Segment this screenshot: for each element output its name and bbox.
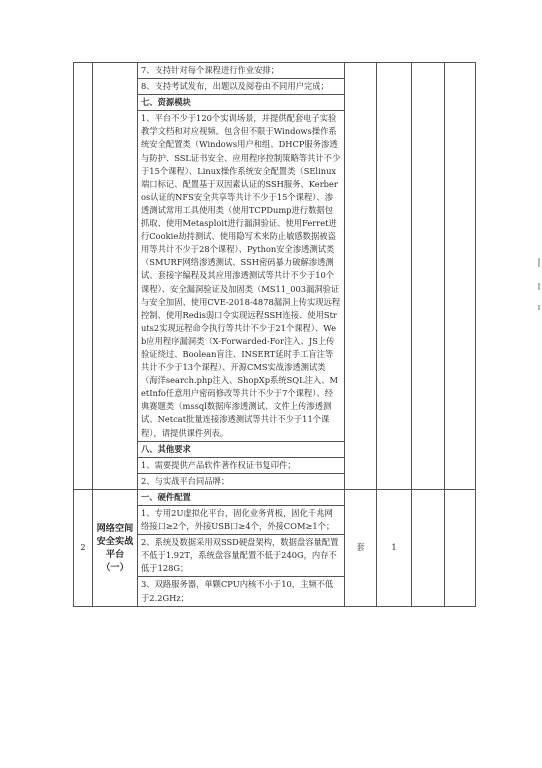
- spec-line: 2、系统及数据采用双SSD硬盘架构，数据盘容量配置不低于1.92T，系统盘容量配置不低于240G，内存不低于128G；: [138, 535, 345, 577]
- spec-line: 7、支持针对每个课程进行作业安排；: [138, 63, 345, 79]
- section-heading: 七、资源模块: [138, 95, 345, 111]
- spec-line: 1、需要提供产品软件著作权证书复印件；: [138, 457, 345, 473]
- spec-line: 8、支持考试发布，出题以及阅卷由不同用户完成；: [138, 79, 345, 95]
- section-heading: 八、其他要求: [138, 441, 345, 457]
- spec-line: 1、专用2U虚拟化平台，固化业务背板，固化千兆网络接口≥2个，外接USB口≥4个，外接COM≥1个；: [138, 506, 345, 535]
- table-row: [74, 63, 476, 79]
- stamp-edge-mark: [538, 258, 540, 267]
- item-quantity: 1: [377, 489, 412, 606]
- name-cell: [93, 63, 138, 490]
- table-row: [74, 489, 476, 505]
- spec-table: [73, 62, 476, 607]
- item-index: 2: [74, 489, 93, 606]
- empty-cell: [445, 489, 476, 606]
- section-heading: 一、硬件配置: [138, 489, 345, 505]
- stamp-edge-mark: [538, 305, 540, 310]
- item-unit: 套: [345, 489, 377, 606]
- empty-cell: [445, 63, 476, 490]
- spec-paragraph: 1、平台不少于120个实训场景，并提供配套电子实验教学文档和对应视频。包含但不限于Windows操作系统安全配置类（Windows用户和组、DHCP服务渗透与防护、SSL证书安全、应用程序控制策略等共计不少于15个课程）、Linux操作系统安全配置类（SElinux端口标记、配置基于双因素认证的SSH服务、Kerberos认证的NFS安全共享等共计不少于15个课程）、渗透测试常用工具使用类（使用TCPDump进行数据包抓取、使用Metasploit进行漏洞验证、使用Ferret进行Cookie劫持测试、使用隐写术来防止敏感数据被盗用等共计不少于28个课程）、Python安全渗透测试类（SMURF网络渗透测试、SSH密码暴力破解渗透测试、套接字编程及其应用渗透测试等共计不少于10个课程）、安全漏洞验证及加固类（MS11_003漏洞验证与安全加固、使用CVE-2018-4878漏洞上传实现远程控制、使用Redis弱口令实现远程SSH连接、使用Struts2实现远程命令执行等共计不少于21个课程）、Web应用程序漏洞类（X-Forwarded-For注入、JS上传验证绕过、Boolean盲注、INSERT延时手工盲注等共计不少于13个课程）、开源CMS实战渗透测试类（海洋search.php注入、ShopXp系统SQL注入、MetInfo任意用户密码修改等共计不少于7个课程）、经典赛题类（mssql数据库渗透测试、文件上传渗透测试、Netcat批量连接渗透测试等共计不少于11个课程），请提供课件列表。: [138, 111, 345, 441]
- empty-cell: [412, 489, 445, 606]
- qty-cell: [377, 63, 412, 490]
- spec-line: 2、与实战平台同品牌；: [138, 473, 345, 489]
- spec-line: 3、双路服务器，单颗CPU内核不小于10，主频不低于2.2GHz；: [138, 577, 345, 606]
- index-cell: [74, 63, 93, 490]
- item-name: 网络空间安全实战平台（一）: [93, 489, 138, 606]
- empty-cell: [412, 63, 445, 490]
- stamp-edge-mark: [538, 283, 540, 290]
- unit-cell: [345, 63, 377, 490]
